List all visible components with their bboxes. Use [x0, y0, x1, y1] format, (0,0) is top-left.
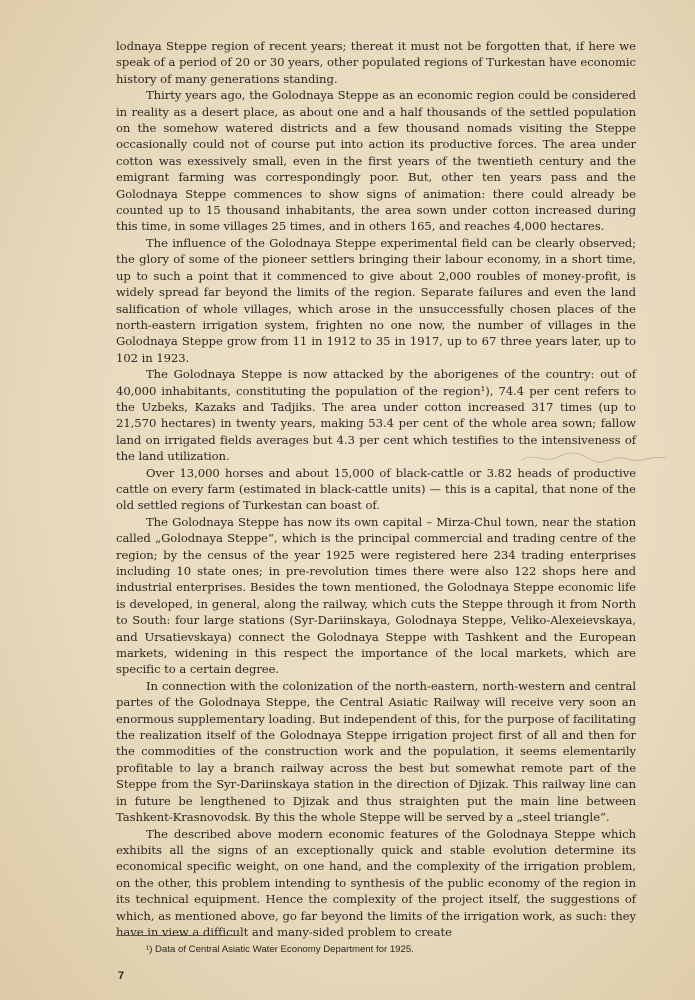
paragraph-4: The Golodnaya Steppe is now attacked by the aborigenes of the country: out of 40,000 inhabitants, constituting the population of the region¹), 74.4 per cent refers to the Uzbeks, Kazaks and Tadjiks. The area under cotton increased 317 times (up to 21,570 hectares) in twenty years, making 53.4 per cent of the whole area sown; fallow land on irrigated fields averages but 4.3 per cent which testifies to the intensiveness of the land utilization.	[116, 367, 636, 464]
paragraph-2: Thirty years ago, the Golodnaya Steppe as an economic region could be considered in reality as a desert place, as about one and a half thousands of the settled population on the somehow watered districts and a few thousand nomads visiting the Steppe occasionally could not of course put into action its productive forces. The area under cotton was exessively small, even in the first years of the twentieth century and the emigrant farming was correspondingly poor. But, other ten years pass and the Golodnaya Steppe commences to show signs of animation: there could already be counted up to 15 thousand inhabitants, the area sown under cotton increased during this time, in some villages 25 times, and in others 165, and reaches 4,000 hectares.	[116, 88, 636, 234]
paragraph-1: lodnaya Steppe region of recent years; thereat it must not be forgotten that, if here we speak of a period of 20 or 30 years, other populated regions of Turkestan have economic history of many generations standing.	[116, 39, 636, 86]
paragraph-6: The Golodnaya Steppe has now its own capital – Mirza-Chul town, near the station called „Golodnaya Steppe“, which is the principal commercial and trading centre of the region; by the census of the year 1925 were registered here 234 trading enterprises including 10 state ones; in pre-revolution times there were also 122 shops here and industrial enterprises. Besides the town mentioned, the Golodnaya Steppe economic life is developed, in general, along the railway, which cuts the Steppe through it from North to South: four large stations (Syr-Dariinskaya, Golodnaya Steppe, Veliko-Alexeievskaya, and Ursatievskaya) connect the Golodnaya Steppe with Tashkent and the European markets, widening in this respect the importance of the local markets, which are specific to a certain degree.	[116, 514, 636, 677]
body-text	[116, 38, 636, 940]
footnote: ¹) Data of Central Asiatic Water Economy Department for 1925.	[146, 944, 414, 955]
paragraph-3: The influence of the Golodnaya Steppe experimental field can be clearly observed; the glory of some of the pioneer settlers bringing their labour economy, in a short time, up to such a point that it commenced to give about 2,000 roubles of money-profit, is widely spread far beyond the limits of the region. Separate failures and even the land salification of whole villages, which arose in the unsuccessfully chosen places of the north-eastern irrigation system, frighten no one now, the number of villages in the Golodnaya Steppe grow from 11 in 1912 to 35 in 1917, up to 67 three years later, up to 102 in 1923.	[116, 235, 636, 365]
paragraph-5: Over 13,000 horses and about 15,000 of black-cattle or 3.82 heads of productive cattle on every farm (estimated in black-cattle units) — this is a capital, that none of the old settled regions of Turkestan can boast of.	[116, 465, 636, 513]
paragraph-8: The described above modern economic features of the Golodnaya Steppe which exhibits all the signs of an exceptionally quick and stable evolution determine its economical specific weight, on one hand, and the complexity of the irrigation problem, on the other, this problem intending to synthesis of the public economy of the region in its technical equipment. Hence the complexity of the project itself, the suggestions of which, as mentioned above, go far beyond the limits of the irrigation work, as such: they have in view a difficult and many-sided problem to create	[116, 826, 636, 939]
footnote-separator	[116, 935, 240, 936]
page-number: 7	[118, 970, 125, 982]
paragraph-7: In connection with the colonization of the north-eastern, north-western and central partes of the Golodnaya Steppe, the Central Asiatic Railway will receive very soon an enormous supplementary loading. But independent of this, for the purpose of facilitating the realization itself of the Golodnaya Steppe irrigation project first of all and then for the commodities of the construction work and the population, it seems elementarily profitable to lay a branch railway across the best but somewhat remote part of the Steppe from the Syr-Dariinskaya station in the direction of Djizak. This railway line can in future be lengthened to Djizak and thus straighten put the main line between Tashkent-Krasnovodsk. By this the whole Steppe will be served by a „steel triangle“.	[116, 678, 636, 825]
